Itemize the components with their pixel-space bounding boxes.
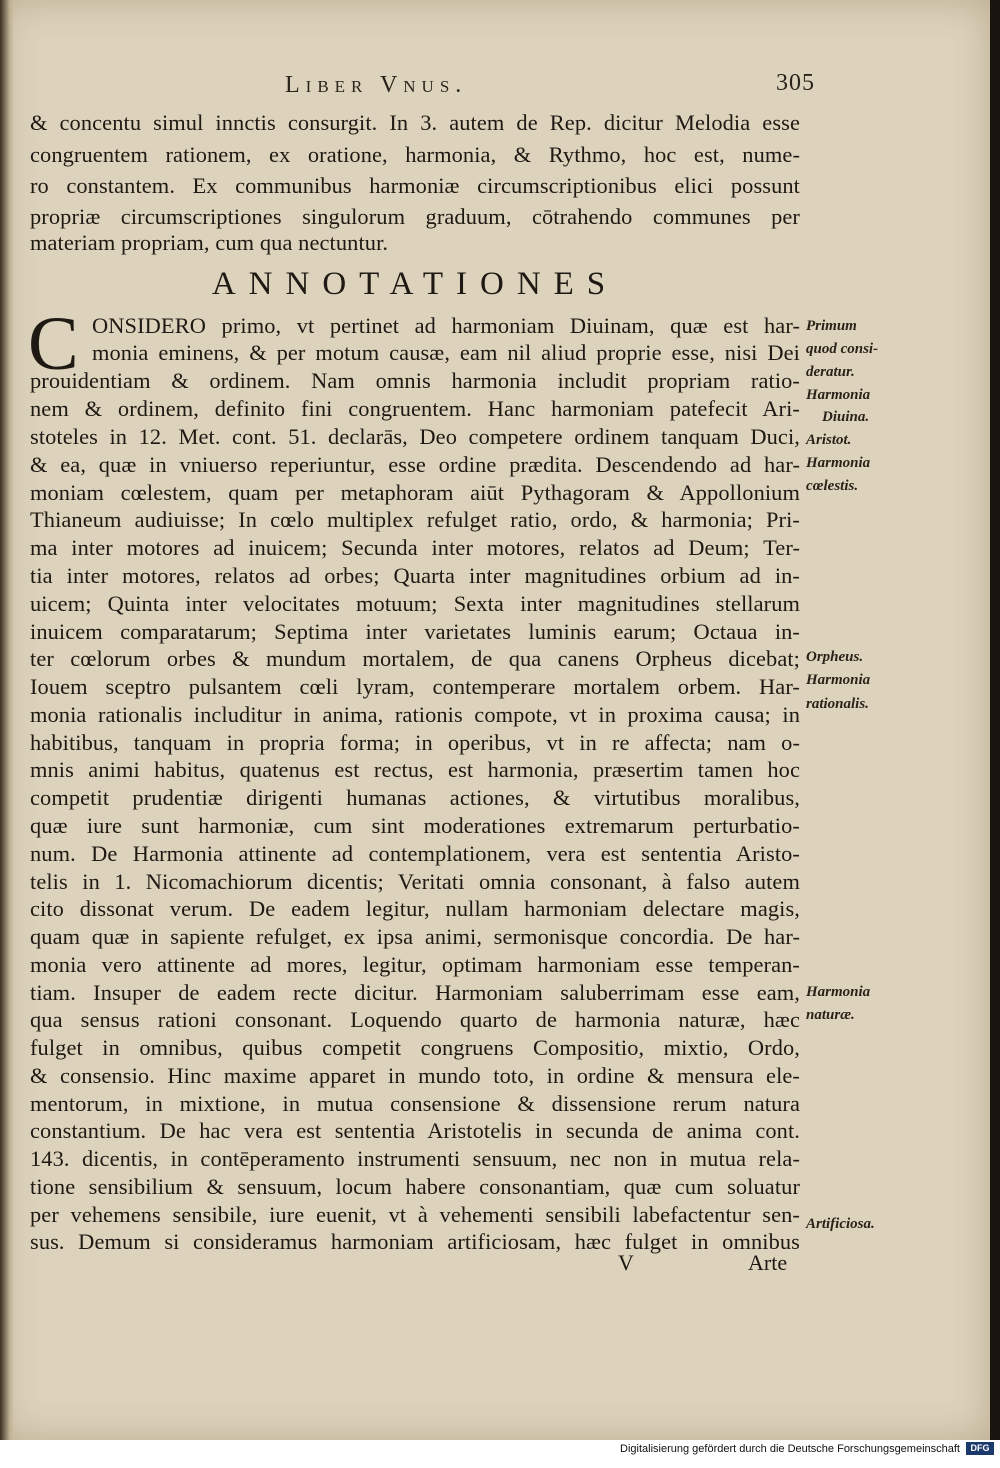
footer-credit: Digitalisierung gefördert durch die Deutsche Forschungsgemeinschaft	[620, 1443, 960, 1455]
text-line: sus. Demum si consideramus harmoniam artificiosam, hæc fulget in omnibus	[30, 1229, 800, 1254]
text-line: & concentu simul innctis consurgit. In 3. autem de Rep. dicitur Melodia esse	[30, 110, 800, 135]
text-line: propriæ circumscriptiones singulorum graduum, cōtrahendo communes per	[30, 204, 800, 229]
text-line: Thianeum audiuisse; In cœlo multiplex refulget ratio, ordo, & harmonia; Pri-	[30, 507, 800, 532]
text-line: & consensio. Hinc maxime apparet in mundo toto, in ordine & mensura ele-	[30, 1063, 800, 1088]
text-line: quam quæ in sapiente refulget, ex ipsa animi, sermonisque concordia. De har-	[30, 924, 800, 949]
drop-cap: C	[28, 302, 79, 386]
text-line: per vehemens sensibile, iure euenit, vt à vehementi sensibili labefactentur sen-	[30, 1202, 800, 1227]
margin-note: rationalis.	[806, 696, 869, 712]
margin-note: naturæ.	[806, 1007, 855, 1023]
text-line: fulget in omnibus, quibus competit congruens Compositio, mixtio, Ordo,	[30, 1035, 800, 1060]
margin-note: Primum	[806, 318, 857, 334]
text-line: monia eminens, & per motum causæ, eam nil aliud proprie esse, nisi Dei	[92, 340, 800, 365]
margin-note: Harmonia	[806, 455, 871, 471]
text-line: competit prudentiæ dirigenti humanas actiones, & virtutibus moralibus,	[30, 785, 800, 810]
margin-note: Harmonia	[806, 672, 871, 688]
text-line: ONSIDERO primo, vt pertinet ad harmoniam Diuinam, quæ est har-	[92, 313, 800, 338]
margin-note: deratur.	[806, 364, 855, 380]
running-head-title: Liber Vnus.	[285, 72, 468, 98]
text-line: cito dissonat verum. De eadem legitur, nullam harmoniam delectare magis,	[30, 896, 800, 921]
text-line: Iouem sceptro pulsantem cœli lyram, contemperare mortalem orbem. Har-	[30, 674, 800, 699]
catchword: Arte	[748, 1250, 788, 1275]
text-line: monia rationalis includitur in anima, rationis compote, vt in proxima causa; in	[30, 702, 800, 727]
text-line: num. De Harmonia attinente ad contemplationem, vera est sententia Aristo-	[30, 841, 800, 866]
text-line: prouidentiam & ordinem. Nam omnis harmonia includit propriam ratio-	[30, 368, 800, 393]
signature-mark: V	[618, 1250, 634, 1275]
text-line: telis in 1. Nicomachiorum dicentis; Veritati omnia consonant, à falso autem	[30, 869, 800, 894]
text-line: tiam. Insuper de eadem recte dicitur. Harmoniam saluberrimam esse eam,	[30, 980, 800, 1005]
margin-note: Diuina.	[822, 409, 870, 425]
margin-note: Harmonia	[806, 387, 871, 403]
text-line: mentorum, in mixtione, in mutua consensione & dissensione rerum natura	[30, 1091, 800, 1116]
text-line: habitibus, tanquam in propria forma; in operibus, vt in re affecta; nam o-	[30, 730, 800, 755]
text-line: ro constantem. Ex communibus harmoniæ circumscriptionibus elici possunt	[30, 173, 800, 198]
page-number: 305	[776, 70, 815, 96]
text-line: constantium. De hac vera est sententia Aristotelis in secunda de anima cont.	[30, 1118, 800, 1143]
running-head	[285, 70, 815, 99]
margin-note: Artificiosa.	[806, 1216, 875, 1232]
dfg-logo-icon: DFG	[966, 1442, 994, 1455]
text-line: tione sensibilium & sensuum, locum habere consonantiam, quæ cum soluatur	[30, 1174, 800, 1199]
text-line: congruentem rationem, ex oratione, harmonia, & Rythmo, hoc est, nume-	[30, 142, 800, 167]
margin-note: quod consi-	[806, 341, 879, 357]
text-line: tia inter motores, relatos ad orbes; Quarta inter magnitudines orbium ad in-	[30, 563, 800, 588]
text-line: nem & ordinem, definito fini congruentem. Hanc harmoniam patefecit Ari-	[30, 396, 800, 421]
text-line: qua sensus rationi consonant. Loquendo quarto de harmonia naturæ, hæc	[30, 1007, 800, 1032]
margin-note: Aristot.	[806, 432, 852, 448]
text-line: uicem; Quinta inter velocitates motuum; Sexta inter magnitudines stellarum	[30, 591, 800, 616]
text-line: materiam propriam, cum qua nectuntur.	[30, 230, 389, 255]
text-line: & ea, quæ in vniuerso reperiuntur, esse ordine prædita. Descendendo ad har-	[30, 452, 800, 477]
margin-note: Harmonia	[806, 984, 871, 1000]
text-line: quæ iure sunt harmoniæ, cum sint moderationes extremarum perturbatio-	[30, 813, 800, 838]
section-heading: ANNOTATIONES	[211, 266, 619, 302]
margin-note: cœlestis.	[806, 478, 859, 494]
text-line: moniam cœlestem, quam per metaphoram aiūt Pythagoram & Appollonium	[30, 480, 800, 505]
text-line: ma inter motores ad inuicem; Secunda inter motores, relatos ad Deum; Ter-	[30, 535, 800, 560]
margin-note: Orpheus.	[806, 649, 864, 665]
text-line: monia vero attinente ad mores, legitur, optimam harmoniam esse temperan-	[30, 952, 800, 977]
text-line: 143. dicentis, in contēperamento instrumenti sensuum, nec non in mutua rela-	[30, 1146, 800, 1171]
text-line: ter cœlorum orbes & mundum mortalem, de qua canens Orpheus dicebat;	[30, 646, 800, 671]
text-line: stoteles in 12. Met. cont. 51. declarās, Deo competere ordinem tanquam Duci,	[30, 424, 800, 449]
text-line: inuicem comparatarum; Septima inter varietates luminis earum; Octaua in-	[30, 619, 800, 644]
text-line: mnis animi habitus, quatenus est rectus, est harmonia, præsertim tamen hoc	[30, 757, 800, 782]
